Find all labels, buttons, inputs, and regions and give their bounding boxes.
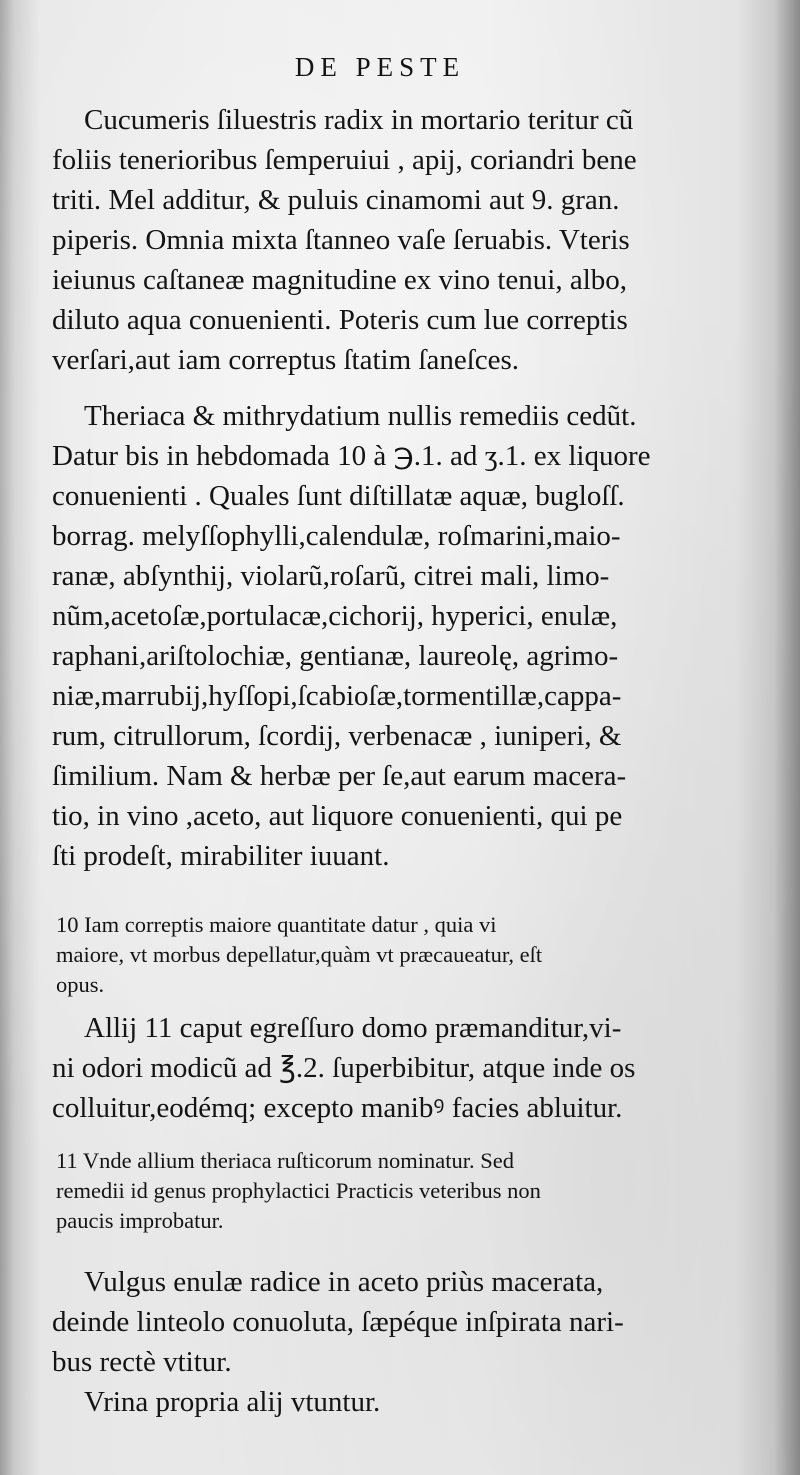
paragraph-vulgus bbox=[52, 1262, 764, 1422]
text-line: nũm,acetoſæ,portulacæ,cichorij, hyperici, enulæ, bbox=[52, 600, 618, 632]
text-line: ranæ, abſynthij, violarũ,roſarũ, citrei mali, limo- bbox=[52, 560, 610, 592]
paragraph-cucumeris bbox=[52, 100, 764, 380]
note-line: 10 Iam correptis maiore quantitate datur , quia vi bbox=[56, 912, 497, 937]
note-line: opus. bbox=[56, 972, 105, 997]
note-line: maiore, vt morbus depellatur,quàm vt præcaueatur, eſt bbox=[56, 942, 543, 967]
text-line: foliis tenerioribus ſemperuiui , apij, coriandri bene bbox=[52, 144, 637, 176]
text-line: conuenienti . Quales ſunt diſtillatæ aquæ, bugloſſ. bbox=[52, 480, 625, 512]
note-line: remedii id genus prophylactici Practicis veteribus non bbox=[56, 1178, 541, 1203]
text-line: ſimilium. Nam & herbæ per ſe,aut earum macera- bbox=[52, 760, 627, 792]
text-line: Cucumeris ſiluestris radix in mortario teritur cũ bbox=[84, 104, 634, 136]
paragraph-theriaca bbox=[52, 396, 764, 876]
text-line: bus rectè vtitur. bbox=[52, 1346, 232, 1378]
text-line: piperis. Omnia mixta ſtanneo vaſe ſeruabis. Vteris bbox=[52, 224, 630, 256]
text-line: niæ,marrubij,hyſſopi,ſcabioſæ,tormentillæ,cappa- bbox=[52, 680, 622, 712]
text-line: verſari,aut iam correptus ſtatim ſaneſces. bbox=[52, 344, 520, 376]
note-line: paucis improbatur. bbox=[56, 1208, 224, 1233]
text-line: Theriaca & mithrydatium nullis remediis cedũt. bbox=[84, 400, 637, 432]
text-line: rum, citrullorum, ſcordij, verbenacæ , iuniperi, & bbox=[52, 720, 622, 752]
text-line: ni odori modicũ ad ℥.2. ſuperbibitur, atque inde os bbox=[52, 1052, 636, 1084]
text-line: Vulgus enulæ radice in aceto priùs macerata, bbox=[84, 1266, 604, 1298]
text-line: Vrina propria alij vtuntur. bbox=[84, 1386, 381, 1418]
text-line: Allij 11 caput egreſſuro domo præmanditur,vi- bbox=[84, 1012, 622, 1044]
text-line: diluto aqua conuenienti. Poteris cum lue correptis bbox=[52, 304, 628, 336]
text-line: triti. Mel additur, & puluis cinamomi aut 9. gran. bbox=[52, 184, 620, 216]
footnote-10 bbox=[56, 910, 762, 1000]
page-edge-shadow bbox=[774, 0, 800, 1475]
text-line: borrag. melyſſophylli,calendulæ, roſmarini,maio- bbox=[52, 520, 621, 552]
text-line: raphani,ariſtolochiæ, gentianæ, laureolę, agrimo- bbox=[52, 640, 619, 672]
running-head: DE PESTE bbox=[294, 52, 466, 82]
text-line: deinde linteolo conuoluta, ſæpéque inſpirata nari- bbox=[52, 1306, 624, 1338]
note-line: 11 Vnde allium theriaca ruſticorum nominatur. Sed bbox=[56, 1148, 515, 1173]
text-line: ſti prodeſt, mirabiliter iuuant. bbox=[52, 840, 390, 872]
text-line: Datur bis in hebdomada 10 à ℈.1. ad ʒ.1. ex liquore bbox=[52, 440, 651, 472]
text-line: tio, in vino ,aceto, aut liquore conuenienti, qui pe bbox=[52, 800, 623, 832]
footnote-11 bbox=[56, 1146, 762, 1236]
text-line: ieiunus caſtaneæ magnitudine ex vino tenui, albo, bbox=[52, 264, 628, 296]
text-line: colluitur,eodémq; excepto manibꝰ facies abluitur. bbox=[52, 1092, 623, 1124]
paragraph-allij bbox=[52, 1008, 764, 1128]
